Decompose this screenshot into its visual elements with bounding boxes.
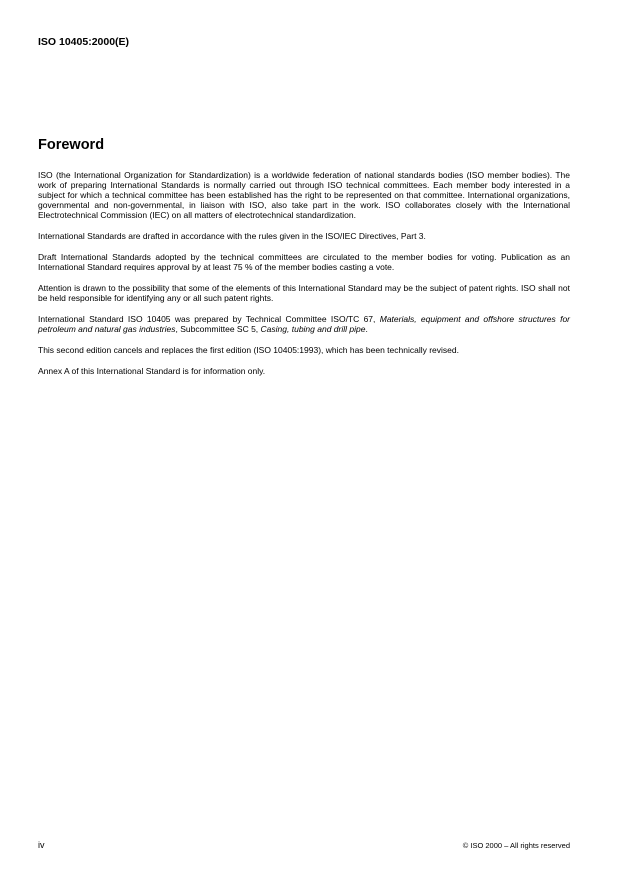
document-reference: ISO 10405:2000(E) [38,36,130,48]
paragraph-preparation [38,314,570,334]
paragraph-iso-overview: ISO (the International Organization for Standardization) is a worldwide federation of national standards bodies (ISO member bodies). The work of preparing International Standards is normally carried out through ISO technical committees. Each member body interested in a subject for which a technical committee has been established has the right to be represented on that committee. International organizations, governmental and non-governmental, in liaison with ISO, also take part in the work. ISO collaborates closely with the International Electrotechnical Commission (IEC) on all matters of electrotechnical standardization. [38,170,570,220]
preparation-text-1: International Standard ISO 10405 was prepared by Technical Committee ISO/TC 67, [38,314,380,324]
paragraph-edition-note: This second edition cancels and replaces the first edition (ISO 10405:1993), which has been technically revised. [38,345,459,355]
preparation-text-3: . [365,324,368,334]
preparation-text-2: , Subcommittee SC 5, [175,324,261,334]
paragraph-annex-note: Annex A of this International Standard is for information only. [38,366,266,376]
subcommittee-scope-title: Casing, tubing and drill pipe [260,324,366,334]
section-title: Foreword [38,137,105,153]
paragraph-patent-rights: Attention is drawn to the possibility that some of the elements of this International Standard may be the subject of patent rights. ISO shall not be held responsible for identifying any or all such patent rights. [38,283,570,303]
foreword-body [38,170,570,387]
paragraph-drafting-rules: International Standards are drafted in accordance with the rules given in the ISO/IEC Directives, Part 3. [38,231,426,241]
paragraph-voting: Draft International Standards adopted by the technical committees are circulated to the member bodies for voting. Publication as an International Standard requires approval by at least 75 % of the member bodies casting a vote. [38,252,570,272]
copyright-notice: © ISO 2000 – All rights reserved [462,841,570,850]
committee-scope-title: Materials, equipment and offshore structures for petroleum and natural gas industries [38,314,570,334]
page-number: iv [38,840,45,850]
